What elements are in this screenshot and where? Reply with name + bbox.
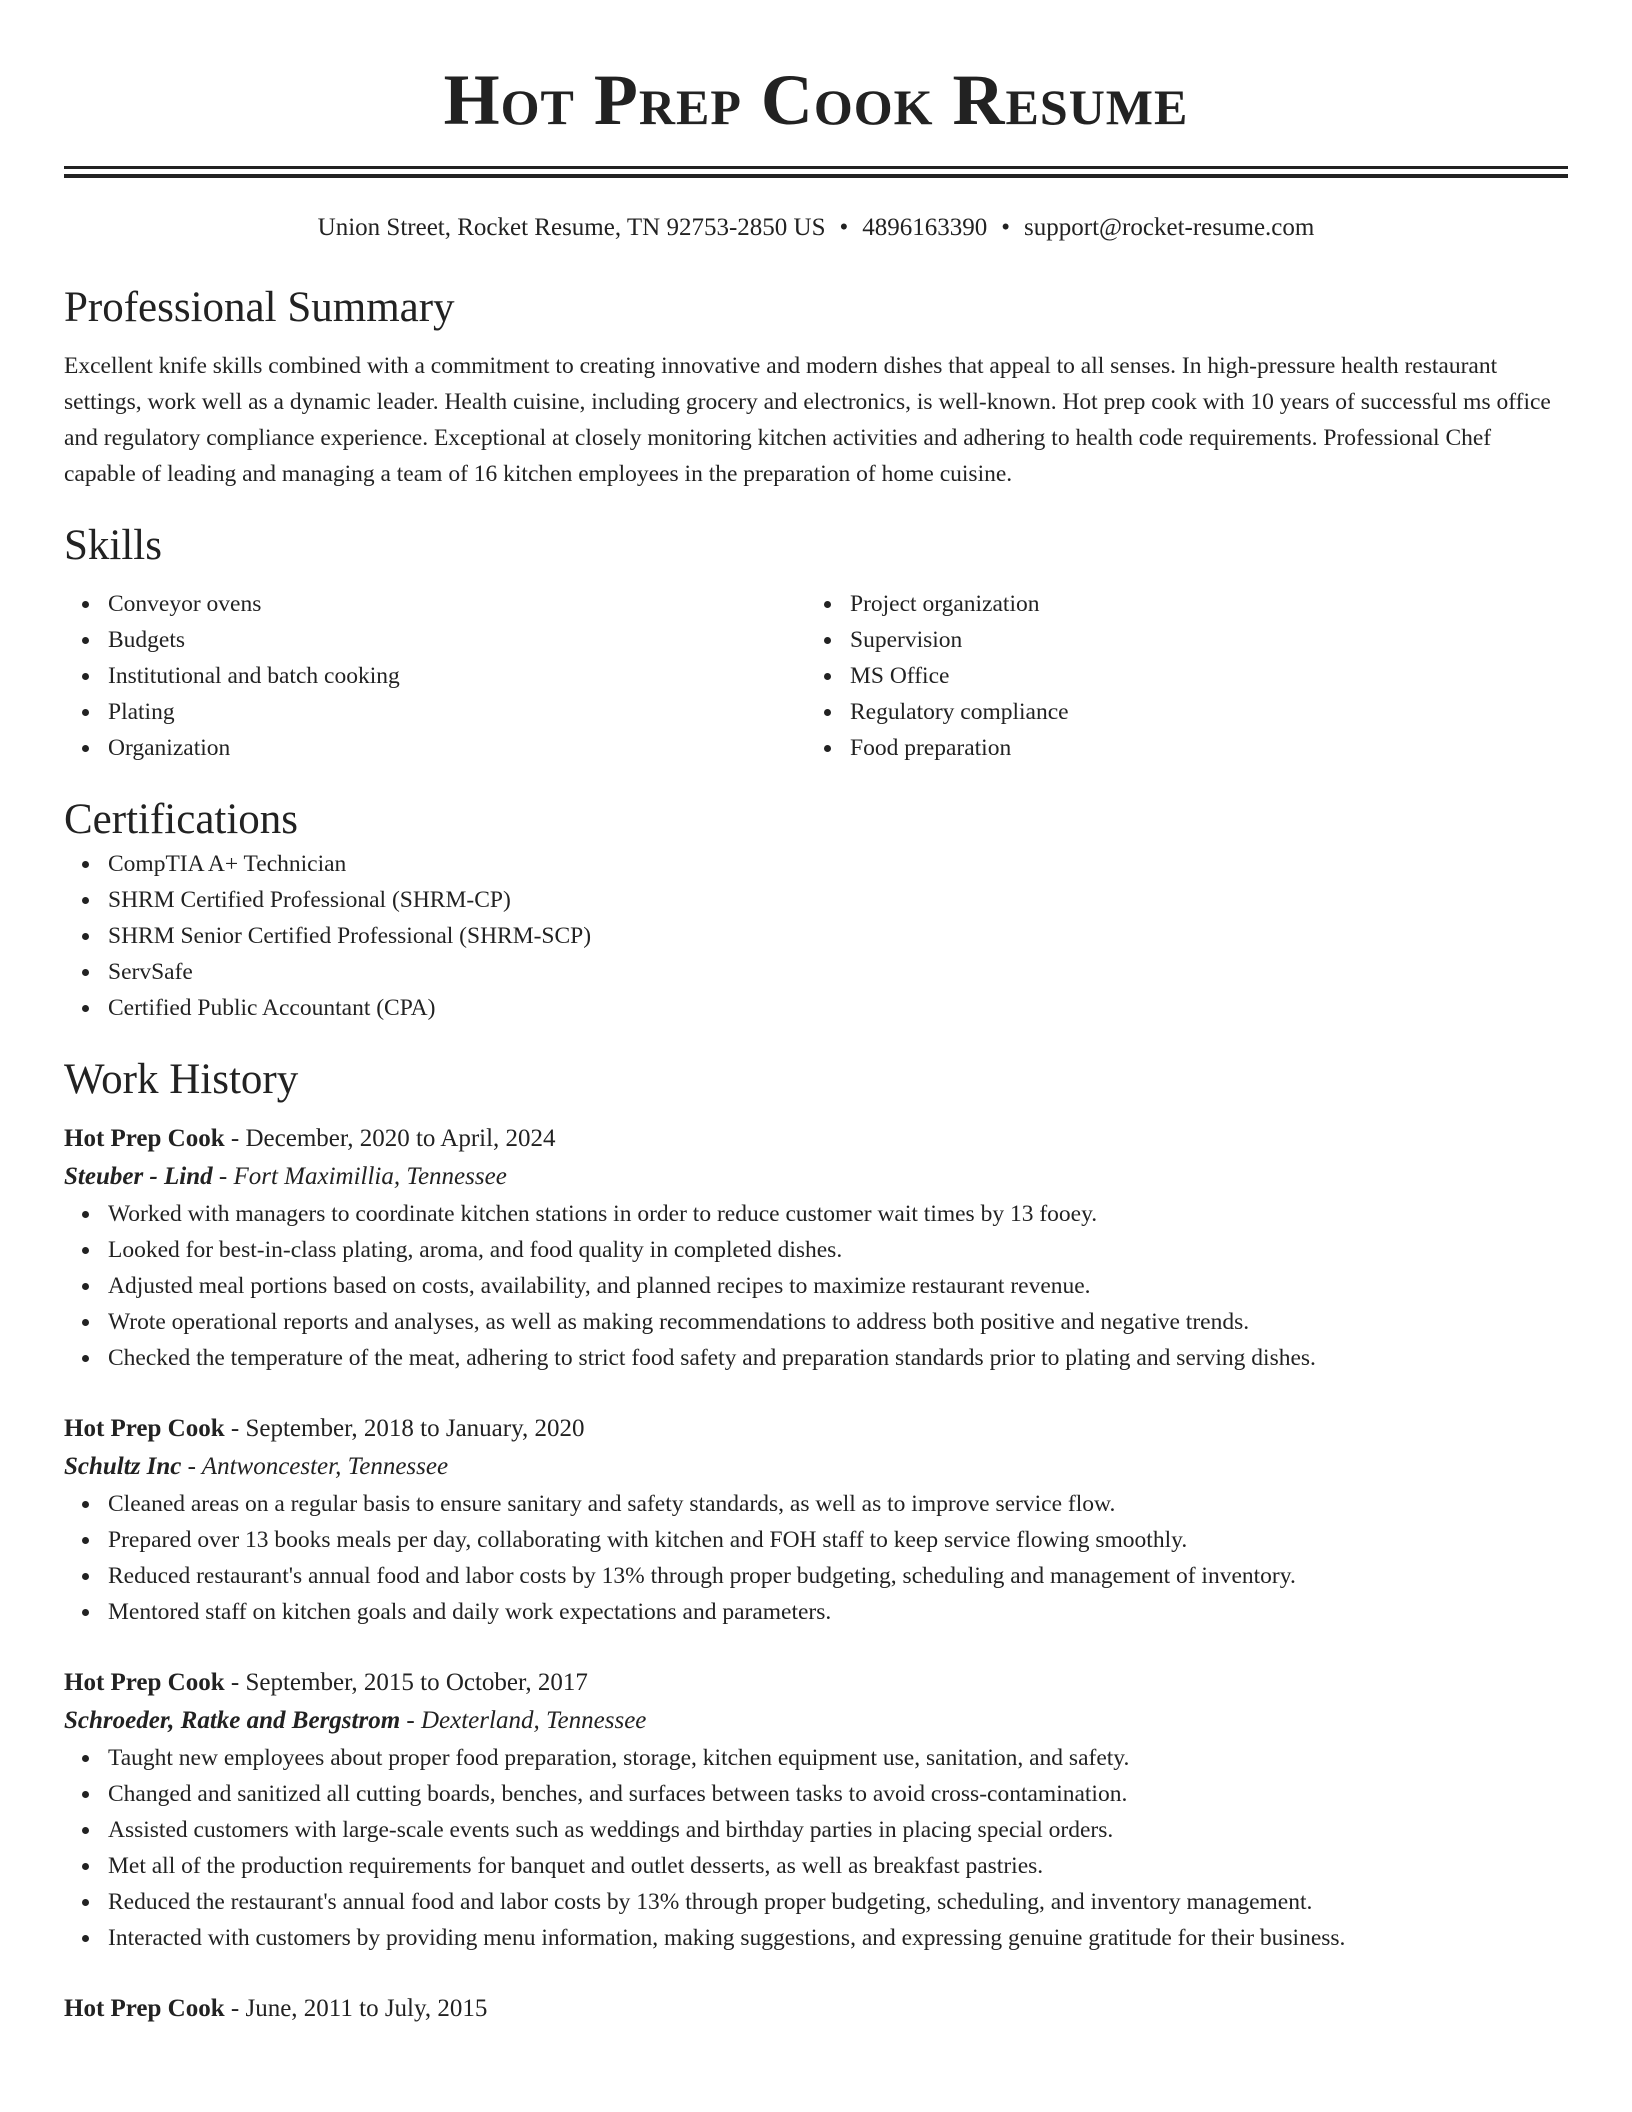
contact-separator: • (1001, 214, 1011, 241)
certifications-list (64, 846, 1568, 1026)
resume-page (64, 0, 1568, 2028)
job-location: Fort Maximillia, Tennessee (233, 1163, 507, 1190)
job-dates: December, 2020 to April, 2024 (245, 1125, 556, 1152)
work-history-heading: Work History (64, 1056, 299, 1103)
job-title-line: Hot Prep Cook - June, 2011 to July, 2015 (64, 1995, 488, 2022)
title-divider-top (64, 166, 1568, 169)
job-duty: Looked for best-in-class plating, aroma, and food quality in completed dishes. (108, 1232, 1568, 1268)
job-title-line: Hot Prep Cook - September, 2018 to January, 2020 (64, 1415, 585, 1442)
job-dates: September, 2018 to January, 2020 (245, 1415, 585, 1442)
job-dates: June, 2011 to July, 2015 (245, 1995, 488, 2022)
job-company: Steuber - Lind (64, 1163, 213, 1190)
job-location: Antwoncester, Tennessee (201, 1453, 449, 1480)
job-duty: Reduced the restaurant's annual food and labor costs by 13% through proper budgeting, scheduling, and inventory management. (108, 1884, 1568, 1920)
job-entry (64, 1990, 1568, 2028)
job-dates: September, 2015 to October, 2017 (245, 1669, 588, 1696)
certification-item: SHRM Certified Professional (SHRM-CP) (108, 882, 1568, 918)
job-duty: Reduced restaurant's annual food and labor costs by 13% through proper budgeting, scheduling and management of inventory. (108, 1558, 1568, 1594)
job-duty: Checked the temperature of the meat, adhering to strict food safety and preparation standards prior to plating and serving dishes. (108, 1340, 1568, 1376)
job-duties-list (64, 1486, 1568, 1630)
job-duties-list (64, 1196, 1568, 1376)
job-duty: Adjusted meal portions based on costs, availability, and planned recipes to maximize restaurant revenue. (108, 1268, 1568, 1304)
skill-item: Institutional and batch cooking (108, 658, 806, 694)
job-duty: Taught new employees about proper food preparation, storage, kitchen equipment use, sanitation, and safety. (108, 1740, 1568, 1776)
job-duty: Mentored staff on kitchen goals and daily work expectations and parameters. (108, 1594, 1568, 1630)
contact-line (64, 212, 1568, 244)
summary-text: Excellent knife skills combined with a commitment to creating innovative and modern dishes that appeal to all senses. In high-pressure health restaurant settings, work well as a dynamic leader. Health cuisine, including grocery and electronics, is well-known. Hot prep cook with 10 years of successful ms office and regulatory compliance experience. Exceptional at closely monitoring kitchen activities and adhering to health code requirements. Professional Chef capable of leading and managing a team of 16 kitchen employees in the preparation of home cuisine. (64, 353, 1551, 487)
contact-address: Union Street, Rocket Resume, TN 92753-2850 US (317, 214, 826, 241)
summary-heading: Professional Summary (64, 284, 455, 331)
page-title: Hot Prep Cook Resume (443, 60, 1189, 140)
job-duty: Cleaned areas on a regular basis to ensure sanitary and safety standards, as well as to improve service flow. (108, 1486, 1568, 1522)
job-duty: Worked with managers to coordinate kitchen stations in order to reduce customer wait times by 13 fooey. (108, 1196, 1568, 1232)
job-entry (64, 1410, 1568, 1630)
skills-grid (64, 586, 1568, 766)
contact-email: support@rocket-resume.com (1024, 214, 1315, 241)
contact-phone: 4896163390 (862, 214, 988, 241)
job-location: Dexterland, Tennessee (420, 1707, 647, 1734)
certification-item: SHRM Senior Certified Professional (SHRM-SCP) (108, 918, 1568, 954)
job-company: Schultz Inc (64, 1453, 182, 1480)
job-role: Hot Prep Cook (64, 1669, 225, 1696)
job-company-line: Steuber - Lind - Fort Maximillia, Tennessee (64, 1163, 507, 1190)
skill-item: Project organization (850, 586, 1548, 622)
skill-item: Food preparation (850, 730, 1548, 766)
skills-heading: Skills (64, 522, 162, 569)
job-role: Hot Prep Cook (64, 1995, 225, 2022)
skill-item: Supervision (850, 622, 1548, 658)
job-duty: Prepared over 13 books meals per day, collaborating with kitchen and FOH staff to keep service flowing smoothly. (108, 1522, 1568, 1558)
job-duty: Interacted with customers by providing menu information, making suggestions, and expressing genuine gratitude for their business. (108, 1920, 1568, 1956)
certification-item: ServSafe (108, 954, 1568, 990)
skill-item: Regulatory compliance (850, 694, 1548, 730)
job-title-line: Hot Prep Cook - December, 2020 to April, 2024 (64, 1125, 556, 1152)
job-duty: Changed and sanitized all cutting boards, benches, and surfaces between tasks to avoid cross-contamination. (108, 1776, 1568, 1812)
job-entry (64, 1120, 1568, 1376)
job-role: Hot Prep Cook (64, 1125, 225, 1152)
certifications-heading: Certifications (64, 796, 299, 843)
title-divider-bottom (64, 174, 1568, 178)
skill-item: Plating (108, 694, 806, 730)
skill-item: Conveyor ovens (108, 586, 806, 622)
skill-item: MS Office (850, 658, 1548, 694)
job-company-line: Schultz Inc - Antwoncester, Tennessee (64, 1453, 449, 1480)
job-duties-list (64, 1740, 1568, 1956)
job-title-line: Hot Prep Cook - September, 2015 to October, 2017 (64, 1669, 588, 1696)
skills-list-left (64, 586, 806, 766)
certification-item: CompTIA A+ Technician (108, 846, 1568, 882)
job-duty: Assisted customers with large-scale events such as weddings and birthday parties in placing special orders. (108, 1812, 1568, 1848)
job-duty: Met all of the production requirements for banquet and outlet desserts, as well as breakfast pastries. (108, 1848, 1568, 1884)
job-company-line: Schroeder, Ratke and Bergstrom - Dexterland, Tennessee (64, 1707, 647, 1734)
job-duty: Wrote operational reports and analyses, as well as making recommendations to address both positive and negative trends. (108, 1304, 1568, 1340)
job-role: Hot Prep Cook (64, 1415, 225, 1442)
job-entry (64, 1664, 1568, 1956)
contact-separator: • (839, 214, 849, 241)
skills-list-right (806, 586, 1548, 766)
skill-item: Budgets (108, 622, 806, 658)
job-company: Schroeder, Ratke and Bergstrom (64, 1707, 401, 1734)
skill-item: Organization (108, 730, 806, 766)
certification-item: Certified Public Accountant (CPA) (108, 990, 1568, 1026)
